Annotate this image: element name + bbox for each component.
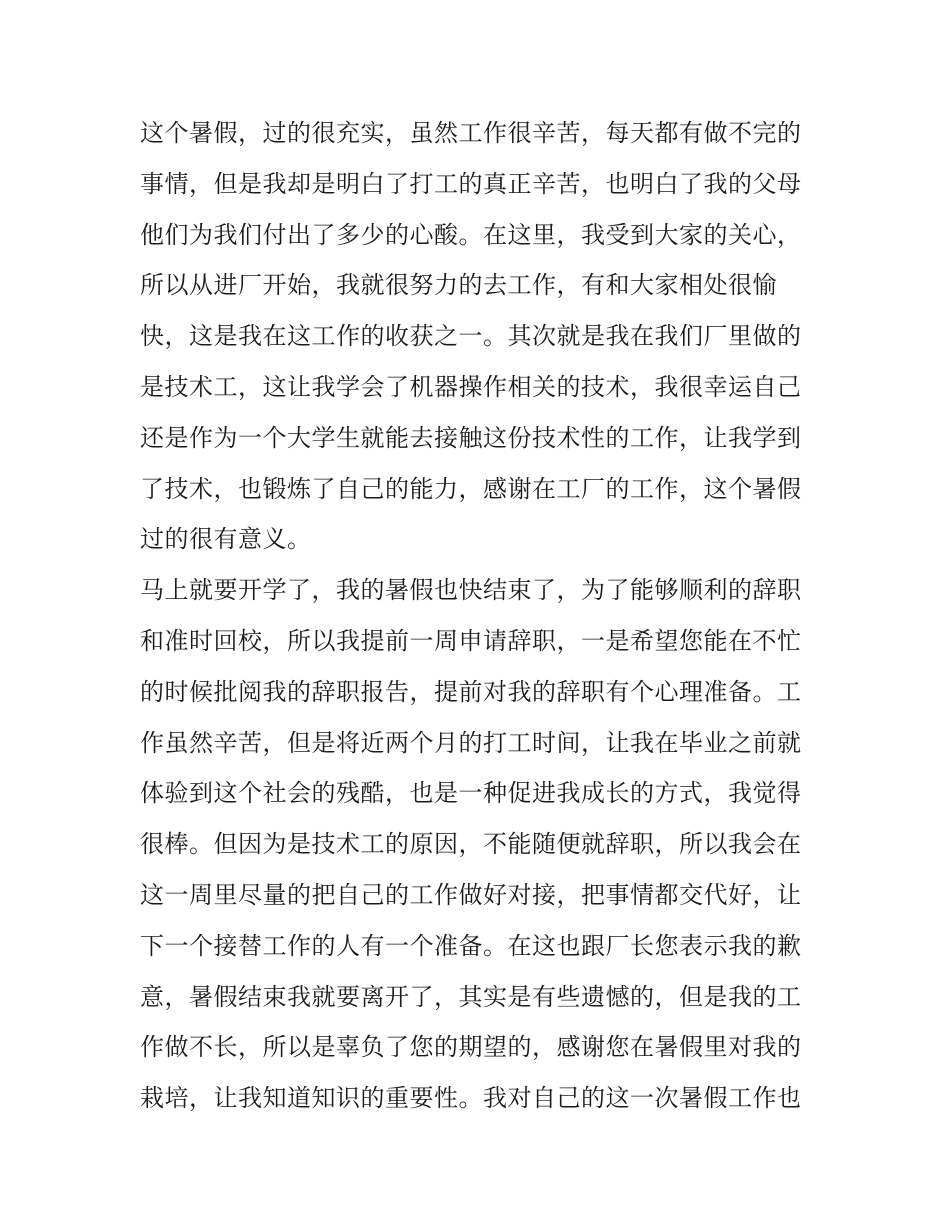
text-line-1: 这个暑假，过的很充实，虽然工作很辛苦，每天都有做不完的 <box>140 119 802 147</box>
text-line-14: 体验到这个社会的残酷，也是一种促进我成长的方式，我觉得 <box>140 779 802 808</box>
text-line-4: 所以从进厂开始，我就很努力的去工作，有和大家相处很愉 <box>140 271 777 300</box>
body-text <box>140 108 820 1124</box>
text-line-18: 意，暑假结束我就要离开了，其实是有些遗憾的，但是我的工 <box>140 982 802 1011</box>
text-line-8: 了技术，也锻炼了自己的能力，感谢在工厂的工作，这个暑假 <box>140 474 802 503</box>
text-line-15: 很棒。但因为是技术工的原因，不能随便就辞职，所以我会在 <box>140 830 802 859</box>
text-line-2: 事情，但是我却是明白了打工的真正辛苦，也明白了我的父母 <box>140 169 802 198</box>
text-line-3: 他们为我们付出了多少的心酸。在这里，我受到大家的关心， <box>140 220 802 249</box>
text-line-7: 还是作为一个大学生就能去接触这份技术性的工作，让我学到 <box>140 423 802 452</box>
text-line-9: 过的很有意义。 <box>140 525 312 554</box>
text-line-19: 作做不长，所以是辜负了您的期望的，感谢您在暑假里对我的 <box>140 1033 802 1062</box>
text-line-12: 的时候批阅我的辞职报告，提前对我的辞职有个心理准备。工 <box>140 677 802 706</box>
text-line-5: 快，这是我在这工作的收获之一。其次就是我在我们厂里做的 <box>140 322 802 351</box>
text-line-13: 作虽然辛苦，但是将近两个月的打工时间，让我在毕业之前就 <box>140 728 802 757</box>
text-line-20: 栽培，让我知道知识的重要性。我对自己的这一次暑假工作也 <box>140 1084 802 1113</box>
text-line-10: 马上就要开学了，我的暑假也快结束了，为了能够顺利的辞职 <box>140 576 802 605</box>
text-line-11: 和准时回校，所以我提前一周申请辞职，一是希望您能在不忙 <box>140 626 802 655</box>
text-line-17: 下一个接替工作的人有一个准备。在这也跟厂长您表示我的歉 <box>140 931 802 960</box>
text-line-6: 是技术工，这让我学会了机器操作相关的技术，我很幸运自己 <box>140 372 802 401</box>
text-line-16: 这一周里尽量的把自己的工作做好对接，把事情都交代好，让 <box>140 880 802 909</box>
